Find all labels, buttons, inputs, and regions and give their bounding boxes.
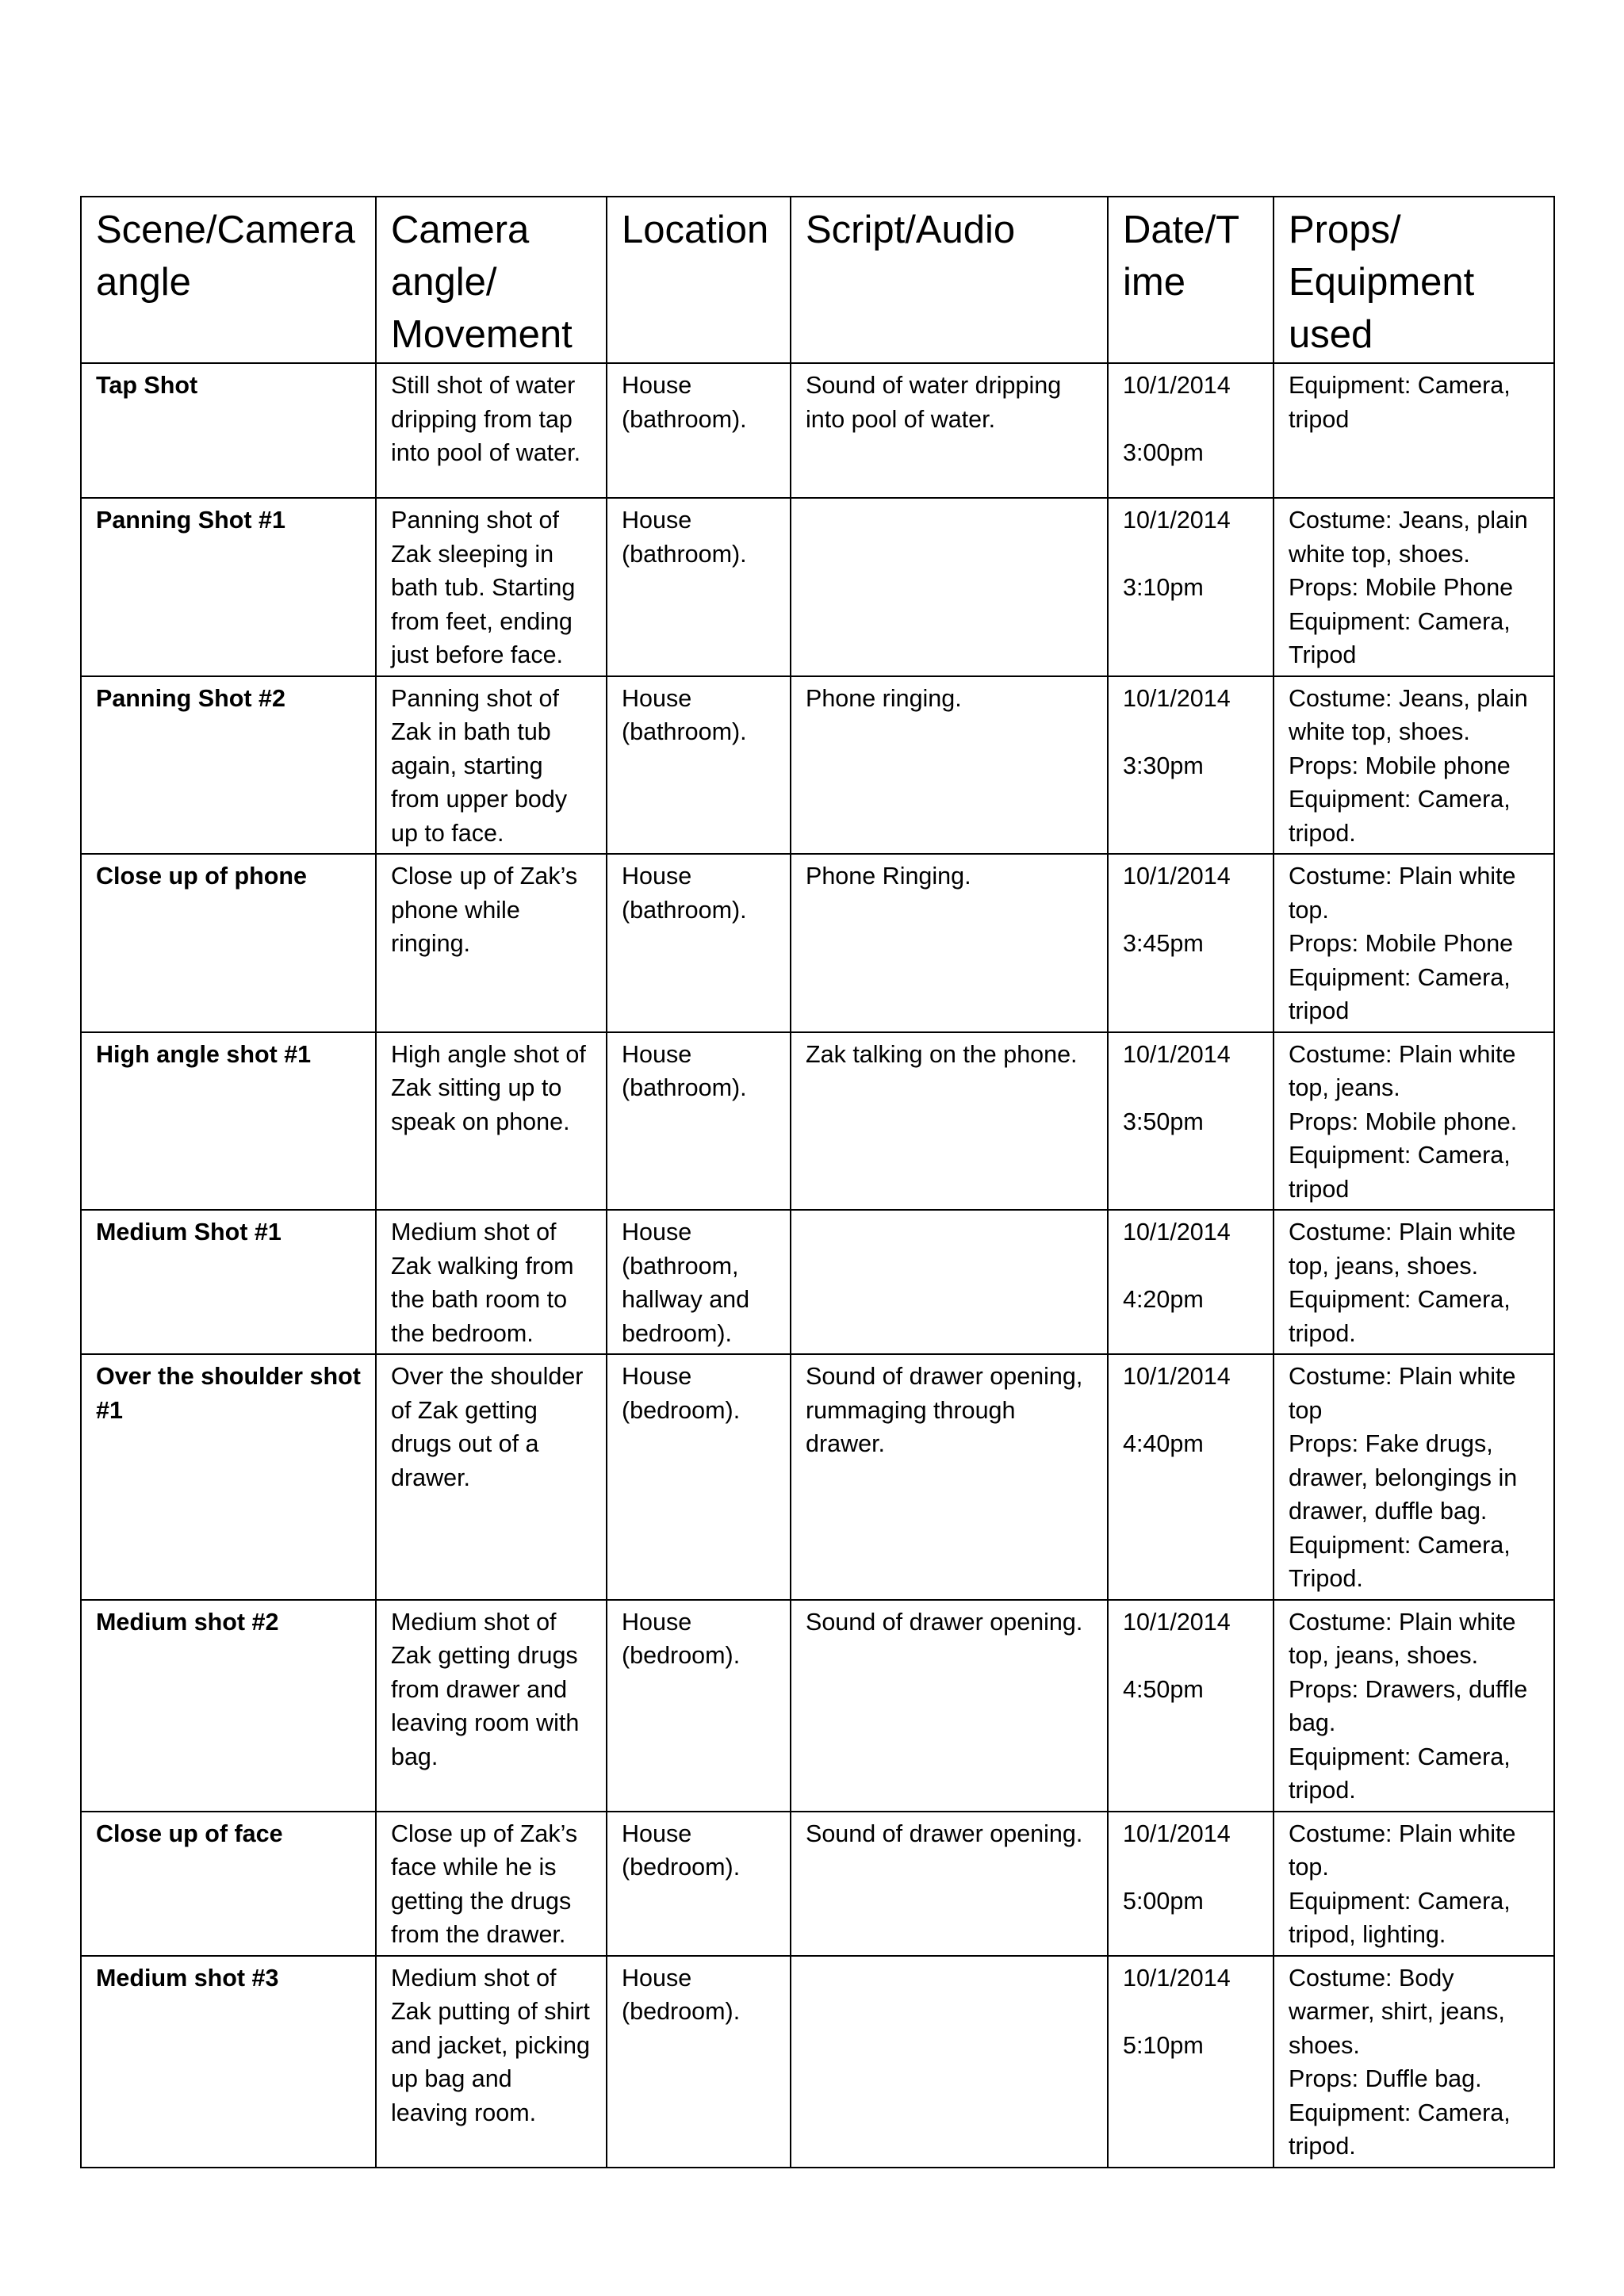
header-movement: Camera angle/ Movement <box>376 197 607 363</box>
shot-list-table <box>80 196 1555 2168</box>
cell-movement: Over the shoulder of Zak getting drugs out of a drawer. <box>376 1354 607 1600</box>
cell-props: Costume: Plain white top, jeans, shoes. Props: Drawers, duffle bag. Equipment: Camera, tripod. <box>1274 1600 1554 1812</box>
cell-movement: Close up of Zak’s face while he is getting the drugs from the drawer. <box>376 1812 607 1956</box>
cell-datetime: 10/1/2014 3:45pm <box>1108 854 1274 1032</box>
cell-datetime: 10/1/2014 3:30pm <box>1108 676 1274 855</box>
cell-props: Costume: Jeans, plain white top, shoes. Props: Mobile phone Equipment: Camera, tripod. <box>1274 676 1554 855</box>
table-row <box>81 676 1554 855</box>
cell-movement: High angle shot of Zak sitting up to speak on phone. <box>376 1032 607 1211</box>
cell-movement: Panning shot of Zak sleeping in bath tub. Starting from feet, ending just before face. <box>376 498 607 676</box>
cell-location: House (bedroom). <box>607 1354 791 1600</box>
cell-audio: Phone Ringing. <box>791 854 1108 1032</box>
cell-scene: Close up of face <box>81 1812 376 1956</box>
cell-location: House (bedroom). <box>607 1600 791 1812</box>
table-row <box>81 1812 1554 1956</box>
cell-movement: Still shot of water dripping from tap into pool of water. <box>376 363 607 498</box>
cell-scene: Medium Shot #1 <box>81 1210 376 1354</box>
cell-location: House (bathroom). <box>607 1032 791 1211</box>
table-row <box>81 1032 1554 1211</box>
header-datetime: Date/T ime <box>1108 197 1274 363</box>
cell-location: House (bedroom). <box>607 1956 791 2168</box>
cell-props: Costume: Plain white top, jeans, shoes. Equipment: Camera, tripod. <box>1274 1210 1554 1354</box>
cell-location: House (bathroom). <box>607 498 791 676</box>
cell-location: House (bathroom, hallway and bedroom). <box>607 1210 791 1354</box>
cell-props: Costume: Plain white top, jeans. Props: Mobile phone. Equipment: Camera, tripod <box>1274 1032 1554 1211</box>
header-row <box>81 197 1554 363</box>
cell-datetime: 10/1/2014 4:40pm <box>1108 1354 1274 1600</box>
cell-datetime: 10/1/2014 4:20pm <box>1108 1210 1274 1354</box>
table-row <box>81 363 1554 498</box>
cell-datetime: 10/1/2014 3:00pm <box>1108 363 1274 498</box>
table-row <box>81 498 1554 676</box>
cell-scene: Tap Shot <box>81 363 376 498</box>
cell-props: Costume: Plain white top. Props: Mobile Phone Equipment: Camera, tripod <box>1274 854 1554 1032</box>
cell-scene: High angle shot #1 <box>81 1032 376 1211</box>
table-row <box>81 854 1554 1032</box>
cell-datetime: 10/1/2014 4:50pm <box>1108 1600 1274 1812</box>
cell-scene: Panning Shot #2 <box>81 676 376 855</box>
cell-props: Costume: Plain white top. Equipment: Camera, tripod, lighting. <box>1274 1812 1554 1956</box>
cell-audio: Sound of drawer opening, rummaging through drawer. <box>791 1354 1108 1600</box>
cell-location: House (bathroom). <box>607 676 791 855</box>
cell-audio: Sound of drawer opening. <box>791 1600 1108 1812</box>
cell-movement: Panning shot of Zak in bath tub again, starting from upper body up to face. <box>376 676 607 855</box>
cell-props: Costume: Body warmer, shirt, jeans, shoes. Props: Duffle bag. Equipment: Camera, tripod. <box>1274 1956 1554 2168</box>
cell-scene: Medium shot #3 <box>81 1956 376 2168</box>
table-row <box>81 1354 1554 1600</box>
cell-props: Costume: Jeans, plain white top, shoes. Props: Mobile Phone Equipment: Camera, Tripod <box>1274 498 1554 676</box>
cell-datetime: 10/1/2014 5:00pm <box>1108 1812 1274 1956</box>
cell-audio: Zak talking on the phone. <box>791 1032 1108 1211</box>
cell-audio <box>791 1210 1108 1354</box>
cell-location: House (bathroom). <box>607 363 791 498</box>
table-row <box>81 1600 1554 1812</box>
cell-scene: Panning Shot #1 <box>81 498 376 676</box>
cell-location: House (bedroom). <box>607 1812 791 1956</box>
cell-audio <box>791 1956 1108 2168</box>
cell-movement: Medium shot of Zak putting of shirt and jacket, picking up bag and leaving room. <box>376 1956 607 2168</box>
cell-scene: Close up of phone <box>81 854 376 1032</box>
cell-movement: Medium shot of Zak getting drugs from drawer and leaving room with bag. <box>376 1600 607 1812</box>
cell-audio: Phone ringing. <box>791 676 1108 855</box>
cell-datetime: 10/1/2014 3:50pm <box>1108 1032 1274 1211</box>
cell-audio: Sound of water dripping into pool of water. <box>791 363 1108 498</box>
cell-props: Costume: Plain white top Props: Fake drugs, drawer, belongings in drawer, duffle bag. Equipment: Camera, Tripod. <box>1274 1354 1554 1600</box>
cell-datetime: 10/1/2014 3:10pm <box>1108 498 1274 676</box>
cell-movement: Close up of Zak’s phone while ringing. <box>376 854 607 1032</box>
cell-location: House (bathroom). <box>607 854 791 1032</box>
cell-movement: Medium shot of Zak walking from the bath room to the bedroom. <box>376 1210 607 1354</box>
cell-scene: Medium shot #2 <box>81 1600 376 1812</box>
table-row <box>81 1210 1554 1354</box>
cell-audio <box>791 498 1108 676</box>
cell-scene: Over the shoulder shot #1 <box>81 1354 376 1600</box>
header-scene: Scene/Camera angle <box>81 197 376 363</box>
cell-audio: Sound of drawer opening. <box>791 1812 1108 1956</box>
header-props: Props/ Equipment used <box>1274 197 1554 363</box>
cell-datetime: 10/1/2014 5:10pm <box>1108 1956 1274 2168</box>
table-row <box>81 1956 1554 2168</box>
cell-props: Equipment: Camera, tripod <box>1274 363 1554 498</box>
header-location: Location <box>607 197 791 363</box>
header-audio: Script/Audio <box>791 197 1108 363</box>
